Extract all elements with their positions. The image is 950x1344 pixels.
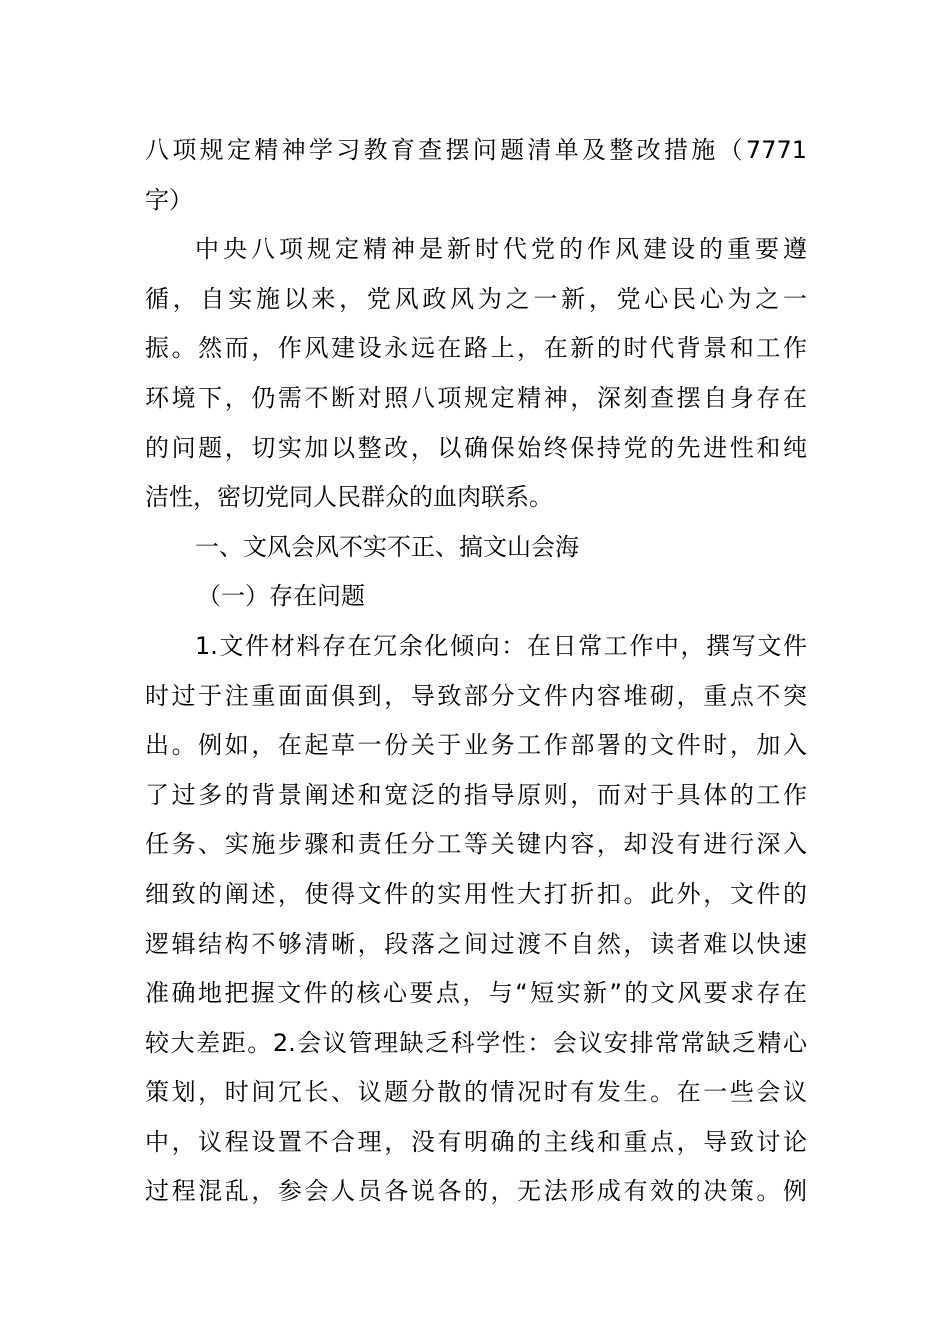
- paragraph-line: 准确地把握文件的核心要点，与“短实新”的文风要求存在: [145, 979, 807, 1008]
- paragraph-line: 出。例如，在起草一份关于业务工作部署的文件时，加入: [145, 731, 807, 760]
- subsection-heading: （一）存在问题: [197, 582, 365, 611]
- section-heading: 一、文风会风不实不正、搞文山会海: [195, 532, 579, 561]
- paragraph-line: 循，自实施以来，党风政风为之一新，党心民心为之一: [145, 284, 807, 313]
- paragraph-line: 过程混乱，参会人员各说各的，无法形成有效的决策。例: [145, 1177, 807, 1206]
- body-paragraph: [145, 622, 807, 1217]
- title-line: 八项规定精神学习教育查摆问题清单及整改措施（7771: [145, 136, 807, 164]
- paragraph-line: 1.文件材料存在冗余化倾向：在日常工作中，撰写文件: [195, 631, 807, 660]
- paragraph-line: 时过于注重面面俱到，导致部分文件内容堆砌，重点不突: [145, 681, 807, 710]
- document-title: [145, 126, 807, 225]
- paragraph-line: 任务、实施步骤和责任分工等关键内容，却没有进行深入: [145, 830, 807, 859]
- paragraph-line: 中央八项规定精神是新时代党的作风建设的重要遵: [195, 235, 807, 264]
- paragraph-line: 洁性，密切党同人民群众的血肉联系。: [145, 483, 553, 512]
- paragraph-line: 环境下，仍需不断对照八项规定精神，深刻查摆自身存在: [145, 383, 807, 412]
- paragraph-line: 较大差距。2.会议管理缺乏科学性：会议安排常常缺乏精心: [145, 1028, 807, 1057]
- paragraph-line: 了过多的背景阐述和宽泛的指导原则，而对于具体的工作: [145, 780, 807, 809]
- paragraph-line: 细致的阐述，使得文件的实用性大打折扣。此外，文件的: [145, 879, 807, 908]
- paragraph-line: 振。然而，作风建设永远在路上，在新的时代背景和工作: [145, 334, 807, 363]
- intro-paragraph: [145, 225, 807, 523]
- paragraph-line: 策划，时间冗长、议题分散的情况时有发生。在一些会议: [145, 1078, 807, 1107]
- paragraph-line: 的问题，切实加以整改，以确保始终保持党的先进性和纯: [145, 433, 807, 462]
- title-line: 字）: [145, 185, 193, 214]
- paragraph-line: 中，议程设置不合理，没有明确的主线和重点，导致讨论: [145, 1127, 807, 1156]
- paragraph-line: 逻辑结构不够清晰，段落之间过渡不自然，读者难以快速: [145, 929, 807, 958]
- document-content: [145, 126, 807, 1217]
